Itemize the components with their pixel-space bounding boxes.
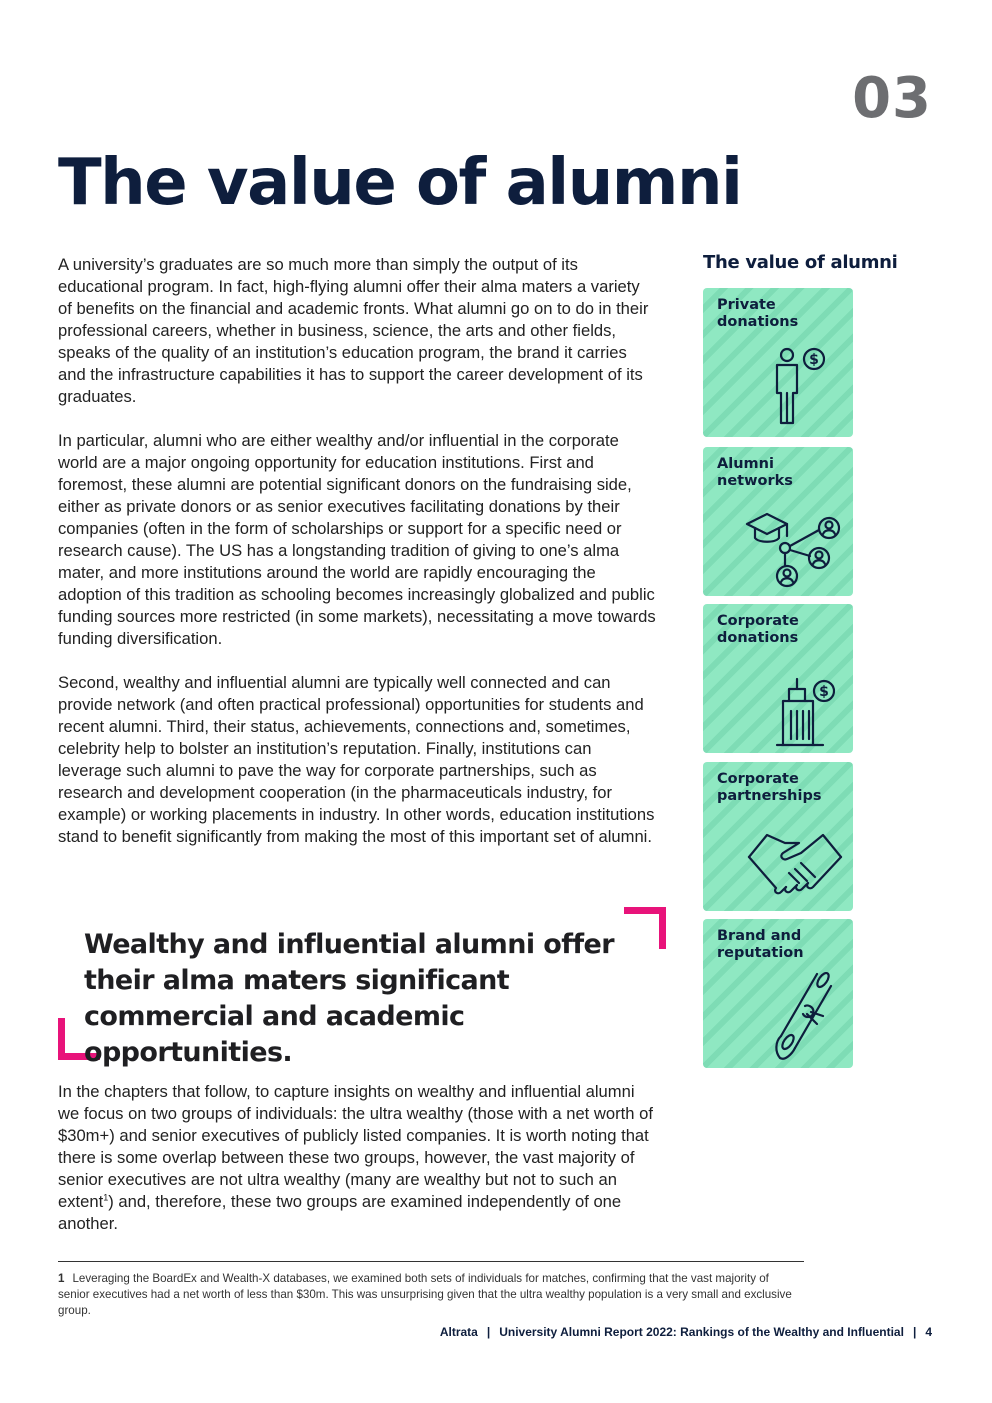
tile-label: Alumni networks [717,456,793,489]
tile-brand-reputation [703,919,853,1068]
handshake-icon [745,815,845,905]
svg-text:$: $ [819,684,829,700]
chapter-number: 03 [852,66,932,131]
building-dollar-icon [745,657,845,747]
footer-brand: Altrata [439,1325,478,1339]
tile-label: Corporate donations [717,613,799,646]
intro-paragraph: Second, wealthy and influential alumni are typically well connected and can provide network (and often practical professional) opportunities for students and recent alumni. Third, their status, achievements, connections and, sometimes, celebrity help to bolster an institution’s reputation. Finally, institutions can leverage such alumni to pave the way for corporate partnerships, such as research and development cooperation (in the pharmaceuticals industry, for example) or working placements in industry. In other words, education institutions stand to benefit significantly from making the most of this important set of alumni. [58,673,655,846]
page-footer [440,1325,932,1339]
diploma-icon [745,972,845,1062]
footnote-ref[interactable]: 1 [103,1192,109,1203]
intro-text [58,254,658,870]
graduate-network-icon [745,500,845,590]
pull-quote-text: Wealthy and influential alumni offer their alma maters significant commercial and academic opportunities. [84,929,614,1068]
intro-paragraph: A university’s graduates are so much more than simply the output of its educational program. In fact, high-flying alumni offer their alma maters a variety of benefits on the financial and academic fronts. What alumni go on to do in their professional careers, whether in business, science, the arts and other fields, speaks of the quality of an institution’s education program, the brand it carries and the infrastructure capabilities it has to support the career development of its graduates. [58,255,649,406]
tile-label: Brand and reputation [717,928,804,961]
page-title: The value of alumni [58,146,742,220]
tile-label: Private donations [717,297,799,330]
svg-text:$: $ [809,352,819,368]
footnote [58,1271,798,1319]
closing-text-start: In the chapters that follow, to capture insights on wealthy and influential alumni we focus on two groups of individuals: the ultra wealthy (those with a net worth of $30m+) and senior executives of publicly listed companies. It is worth noting that there is some overlap between these two groups, however, the vast majority of senior executives are not ultra wealthy (many are wealthy but not to such an extent [58,1082,653,1211]
pull-quote [58,907,666,1068]
page-number: 4 [925,1325,932,1339]
closing-text-end: ) and, therefore, these two groups are examined independently of one another. [58,1192,622,1233]
footnote-divider [58,1261,804,1262]
footer-separator: | [486,1325,491,1339]
sidebar-title: The value of alumni [703,252,898,273]
value-sidebar [703,252,898,961]
tile-corporate-donations [703,604,853,753]
footer-separator: | [912,1325,917,1339]
tile-private-donations [703,288,853,437]
closing-paragraph [58,1081,658,1235]
intro-paragraph: In particular, alumni who are either wealthy and/or influential in the corporate world are a major ongoing opportunity for education institutions. First and foremost, these alumni are potential significant donors on the fundraising side, either as private donors or as senior executives facilitating donations by their companies (often in the form of scholarships or support for a specific need or research cause). The US has a longstanding tradition of giving to one’s alma mater, and more institutions around the world are rapidly encouraging the adoption of this tradition as schooling becomes increasingly globalized and public funding sources more restricted (in some markets), necessitating a move towards funding diversification. [58,431,656,648]
footnote-text: Leveraging the BoardEx and Wealth-X databases, we examined both sets of individuals for matches, confirming that the vast majority of senior executives had a net worth of less than $30m. This was unsurprising given that the ultra wealthy population is a very small and exclusive group. [58,1272,792,1317]
tile-alumni-networks [703,447,853,596]
footer-report-title: University Alumni Report 2022: Rankings of the Wealthy and Influential [499,1325,904,1339]
tile-label: Corporate partnerships [717,771,822,804]
person-dollar-icon [745,341,845,431]
tile-corporate-partnerships [703,762,853,911]
closing-text [58,1081,658,1257]
footnote-number: 1 [58,1272,65,1285]
